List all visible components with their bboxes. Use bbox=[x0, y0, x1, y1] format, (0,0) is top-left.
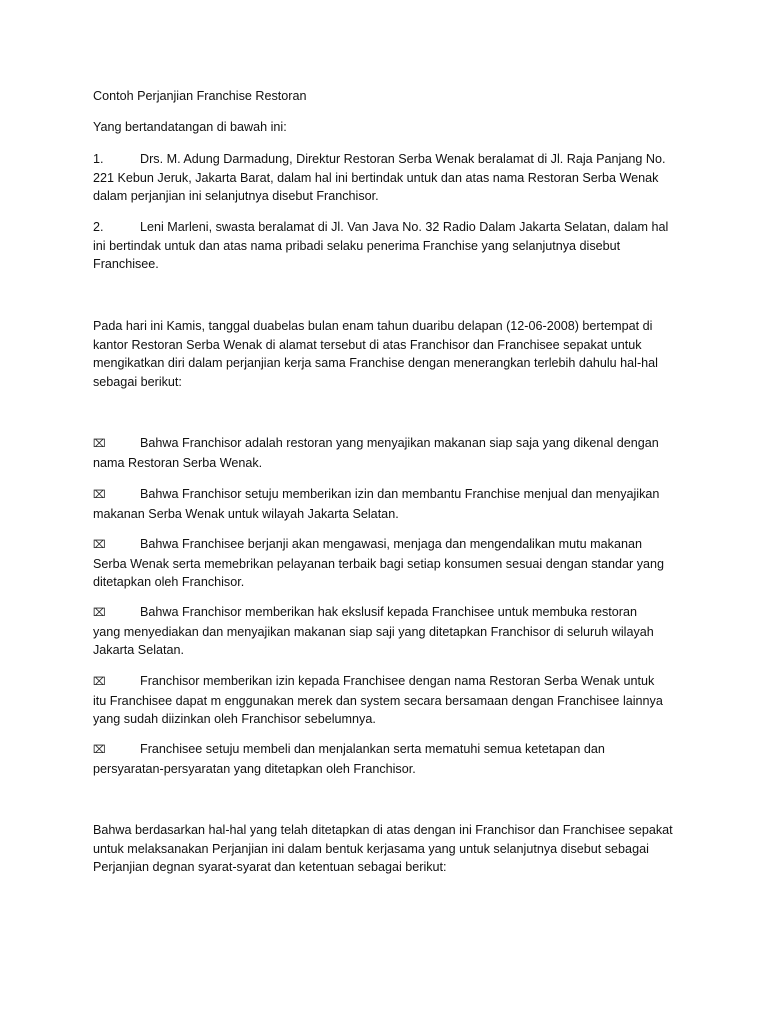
bullet-box-icon: ⌧ bbox=[93, 675, 106, 688]
bullet-first-line: Bahwa Franchisor memberikan hak ekslusif kepada Franchisee untuk membuka restoran bbox=[140, 605, 637, 619]
bullet-box-icon: ⌧ bbox=[93, 437, 106, 450]
bullet-box-icon: ⌧ bbox=[93, 538, 106, 551]
bullet-first-line: Bahwa Franchisor adalah restoran yang menyajikan makanan siap saja yang dikenal dengan bbox=[140, 436, 659, 450]
bullet-first-line: Bahwa Franchisee berjanji akan mengawasi, menjaga dan mengendalikan mutu makanan bbox=[140, 537, 642, 551]
bullet-box-icon: ⌧ bbox=[93, 743, 106, 756]
bullet-first-line: Franchisor memberikan izin kepada Franchisee dengan nama Restoran Serba Wenak untuk bbox=[140, 674, 655, 688]
party-number: 2. bbox=[93, 220, 104, 234]
bullet-box-icon: ⌧ bbox=[93, 606, 106, 619]
bullet-continuation: nama Restoran Serba Wenak. bbox=[93, 455, 263, 470]
bullet-item bbox=[93, 740, 683, 778]
closing-paragraph: Bahwa berdasarkan hal-hal yang telah ditetapkan di atas dengan ini Franchisor dan Franchisee sepakat untuk melaksanakan Perjanjian ini dalam bentuk kerjasama yang untuk selanjutnya disebut sebagai Perjanjian degnan syarat-syarat dan ketentuan sebagai berikut: bbox=[93, 823, 673, 874]
intro-text: Yang bertandatangan di bawah ini: bbox=[93, 120, 287, 134]
party-continuation: 221 Kebun Jeruk, Jakarta Barat, dalam hal ini bertindak untuk dan atas nama Restoran Serba Wenak dalam perjanjian ini selanjutnya disebut Franchisor. bbox=[93, 170, 659, 203]
bullet-continuation: Serba Wenak serta memebrikan pelayanan terbaik bagi setiap konsumen sesuai dengan standar yang ditetapkan oleh Franchisor. bbox=[93, 556, 665, 589]
bullet-item bbox=[93, 485, 683, 523]
bullet-item bbox=[93, 535, 683, 592]
bullet-continuation: yang menyediakan dan menyajikan makanan siap saji yang ditetapkan Franchisor di seluruh wilayah Jakarta Selatan. bbox=[93, 624, 654, 657]
document-title: Contoh Perjanjian Franchise Restoran bbox=[93, 89, 307, 103]
bullet-continuation: itu Franchisee dapat m enggunakan merek dan system secara bersamaan dengan Franchisee lainnya yang sudah diizinkan oleh Franchisor sebelumnya. bbox=[93, 693, 663, 726]
party-number: 1. bbox=[93, 152, 104, 166]
bullet-box-icon: ⌧ bbox=[93, 488, 106, 501]
party-first-line: Drs. M. Adung Darmadung, Direktur Restoran Serba Wenak beralamat di Jl. Raja Panjang No. bbox=[140, 152, 666, 166]
bullet-item bbox=[93, 434, 683, 472]
bullet-first-line: Franchisee setuju membeli dan menjalankan serta mematuhi semua ketetapan dan bbox=[140, 742, 605, 756]
party-continuation: ini bertindak untuk dan atas nama pribadi selaku penerima Franchise yang selanjutnya disebut Franchisee. bbox=[93, 238, 621, 271]
party-first-line: Leni Marleni, swasta beralamat di Jl. Van Java No. 32 Radio Dalam Jakarta Selatan, dalam hal bbox=[140, 220, 669, 234]
bullet-continuation: makanan Serba Wenak untuk wilayah Jakarta Selatan. bbox=[93, 506, 399, 521]
bullet-first-line: Bahwa Franchisor setuju memberikan izin dan membantu Franchise menjual dan menyajikan bbox=[140, 487, 660, 501]
preamble-paragraph: Pada hari ini Kamis, tanggal duabelas bulan enam tahun duaribu delapan (12-06-2008) bertempat di kantor Restoran Serba Wenak di alamat tersebut di atas Franchisor dan Franchisee sepakat untuk mengikatkan diri dalam perjanjian kerja sama Franchise dengan menerangkan terlebih dahulu hal-hal sebagai berikut: bbox=[93, 319, 658, 389]
bullet-continuation: persyaratan-persyaratan yang ditetapkan oleh Franchisor. bbox=[93, 761, 416, 776]
bullet-item bbox=[93, 603, 683, 660]
bullet-item bbox=[93, 672, 683, 729]
party-2 bbox=[93, 218, 683, 274]
party-1 bbox=[93, 150, 683, 206]
